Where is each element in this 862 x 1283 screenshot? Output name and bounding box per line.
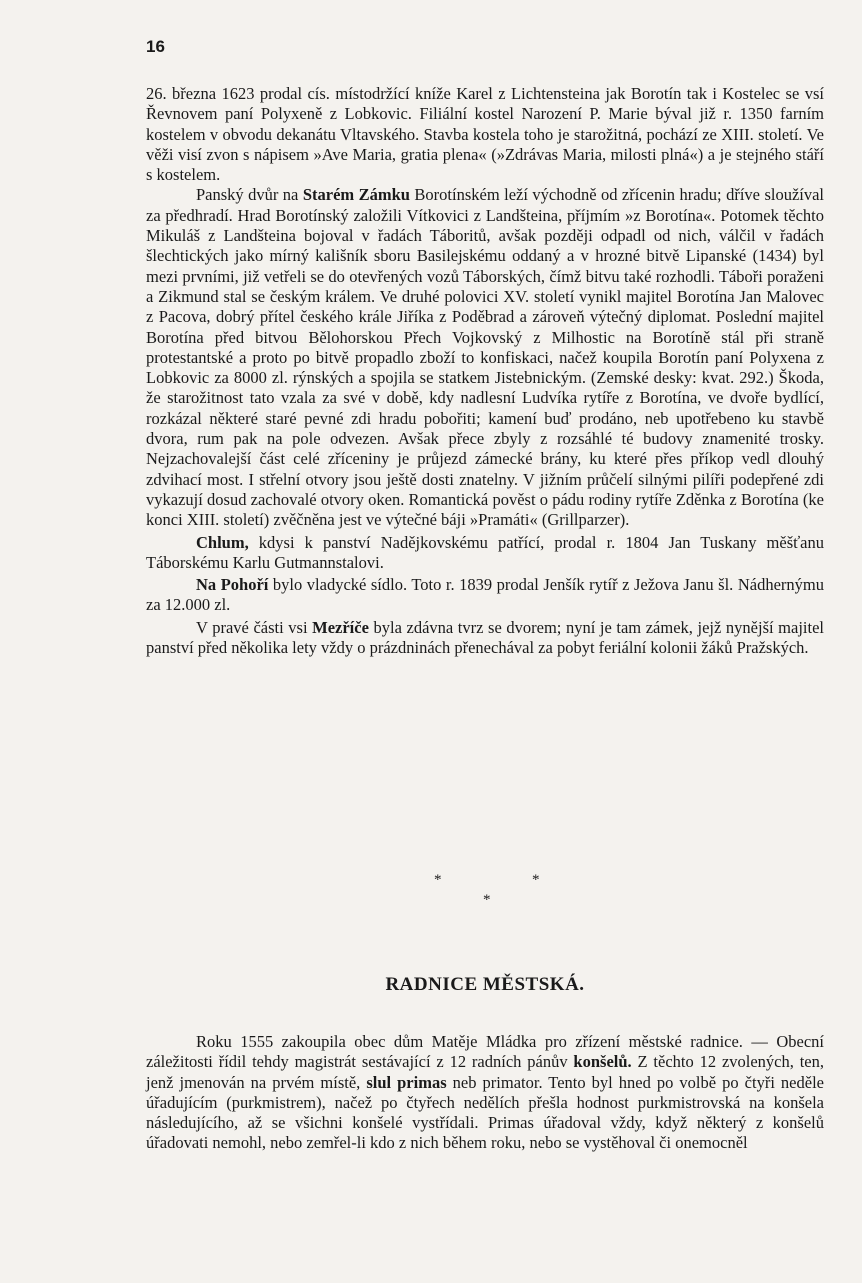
separator-star: * <box>434 872 442 888</box>
paragraph-mezrice: V pravé části vsi Mezříče byla zdávna tvrz se dvorem; nyní je tam zámek, jejž nynější majitel panství před několika lety vždy o prázdninách přenechával za pobyt feriální kolonii žáků Pražských. <box>146 617 824 658</box>
term-konselu: konšelů. <box>573 1052 632 1072</box>
term-primas: slul primas <box>366 1072 447 1092</box>
paragraph-borotin-church: 26. března 1623 prodal cís. místodržící kníže Karel z Lichtensteina jak Borotín tak i Kostelec se vsí Řevnovem paní Polyxeně z Lobkovic. Filiální kostel Narození P. Marie býval již r. 1350 farním kostelem v obvodu dekanátu Vltavského. Stavba kostela toho je starožitná, pochází ze XIII. století. Ve věži visí zvon s nápisem »Ave Maria, gratia plena« (»Zdrávas Maria, milosti plná«) a je stejného stáří s kostelem. <box>146 84 824 185</box>
place-name-pohori: Na Pohoří <box>196 575 269 595</box>
place-name-mezrice: Mezříče <box>312 617 369 637</box>
paragraph-chlum: Chlum, kdysi k panství Nadějkovskému patřící, prodal r. 1804 Jan Tuskany měšťanu Táborskému Karlu Gutmannstalovi. <box>146 532 824 572</box>
place-name-stary-zamek: Starém Zámku <box>302 185 410 205</box>
paragraph-radnice: Roku 1555 zakoupila obec dům Matěje Mládka pro zřízení městské radnice. — Obecní záležitosti řídil tehdy magistrát sestávající z 12 radních pánův konšelů. Z těchto 12 zvolených, ten, jenž jmenován na prvém místě, slul primas neb primator. Tento byl hned po volbě po čtyři neděle úřadujícím (purkmistrem), načež po čtyřech nedělích přešla hodnost purkmistrovská na konšela následujícího, až se všichni konšelé vystřídali. Primas úřadoval vždy, když některý z konšelů úřadovati nemohl, nebo zemřel-li kdo z nich během roku, nebo se vystěhoval či onemocněl <box>146 1032 824 1153</box>
separator-star: * <box>483 892 491 908</box>
text-column-lower <box>146 1032 824 1154</box>
section-heading: RADNICE MĚSTSKÁ. <box>385 974 585 995</box>
place-name-chlum: Chlum, <box>196 532 249 552</box>
paragraph-pohori: Na Pohoří bylo vladycké sídlo. Toto r. 1839 prodal Jenšík rytíř z Ježova Janu šl. Nádhernýmu za 12.000 zl. <box>146 575 824 615</box>
section-separator <box>146 872 824 912</box>
text-column-upper <box>146 84 824 658</box>
page-number: 16 <box>146 37 165 56</box>
separator-star: * <box>532 872 540 888</box>
paragraph-stary-zamek: Panský dvůr na Starém Zámku Borotínském leží východně od zřícenin hradu; dříve sloužíval za předhradí. Hrad Borotínský založili Vítkovici z Landšteina, příjmím »z Borotína«. Potomek těchto Mikuláš z Landšteina bojoval v řadách Táboritů, avšak později odpadl od nich, válčil v řadách šlechtických jako mírný kališník sboru Basilejskému oddaný a v hrozné bitvě Lipanské (1434) byl mezi prvními, již vetřeli se do otevřených vozů Táborských, čímž bitvu také rozhodli. Táboři poraženi a Zikmund stal se českým králem. Ve druhé polovici XV. století vynikl majitel Borotína Jan Malovec z Pacova, dobrý přítel českého krále Jiříka z Poděbrad a zároveň výtečný diplomat. Poslední majitel Borotína před bitvou Bělohorskou Přech Vojkovský z Milhostic na Borotíně stál při straně protestantské a proto po bitvě propadlo zboží to konfiskaci, načež koupila Borotín paní Polyxena z Lobkovic za 8000 zl. rýnských a spojila se statkem Jistebnickým. (Zemské desky: kvat. 292.) Škoda, že starožitnost tato vzala za své v době, kdy nadlesní Ludvíka rytíře z Borotína, ve dvoře bydlící, rozkázal některé staré pevné zdi hradu pobořiti; kamení buď prodáno, neb upotřebeno ku stavbě dvora, rum pak na pole odvezen. Avšak přece zbyly z rozsáhlé té budovy znamenité trosky. Nejzachovalejší část celé zříceniny je průjezd zámecké brány, ku které přes příkop vedl dlouhý zdvihací most. I střelní otvory jsou ještě dosti znatelny. V jižním průčelí silnými pilíři podepřené zdi vykazují dosud zachovalé otvory oken. Romantická pověst o pádu rodiny rytíře Zděnka z Borotína (ke konci XIII. století) zvěčněna jest ve výtečné báji »Pramáti« (Grillparzer). <box>146 185 825 530</box>
